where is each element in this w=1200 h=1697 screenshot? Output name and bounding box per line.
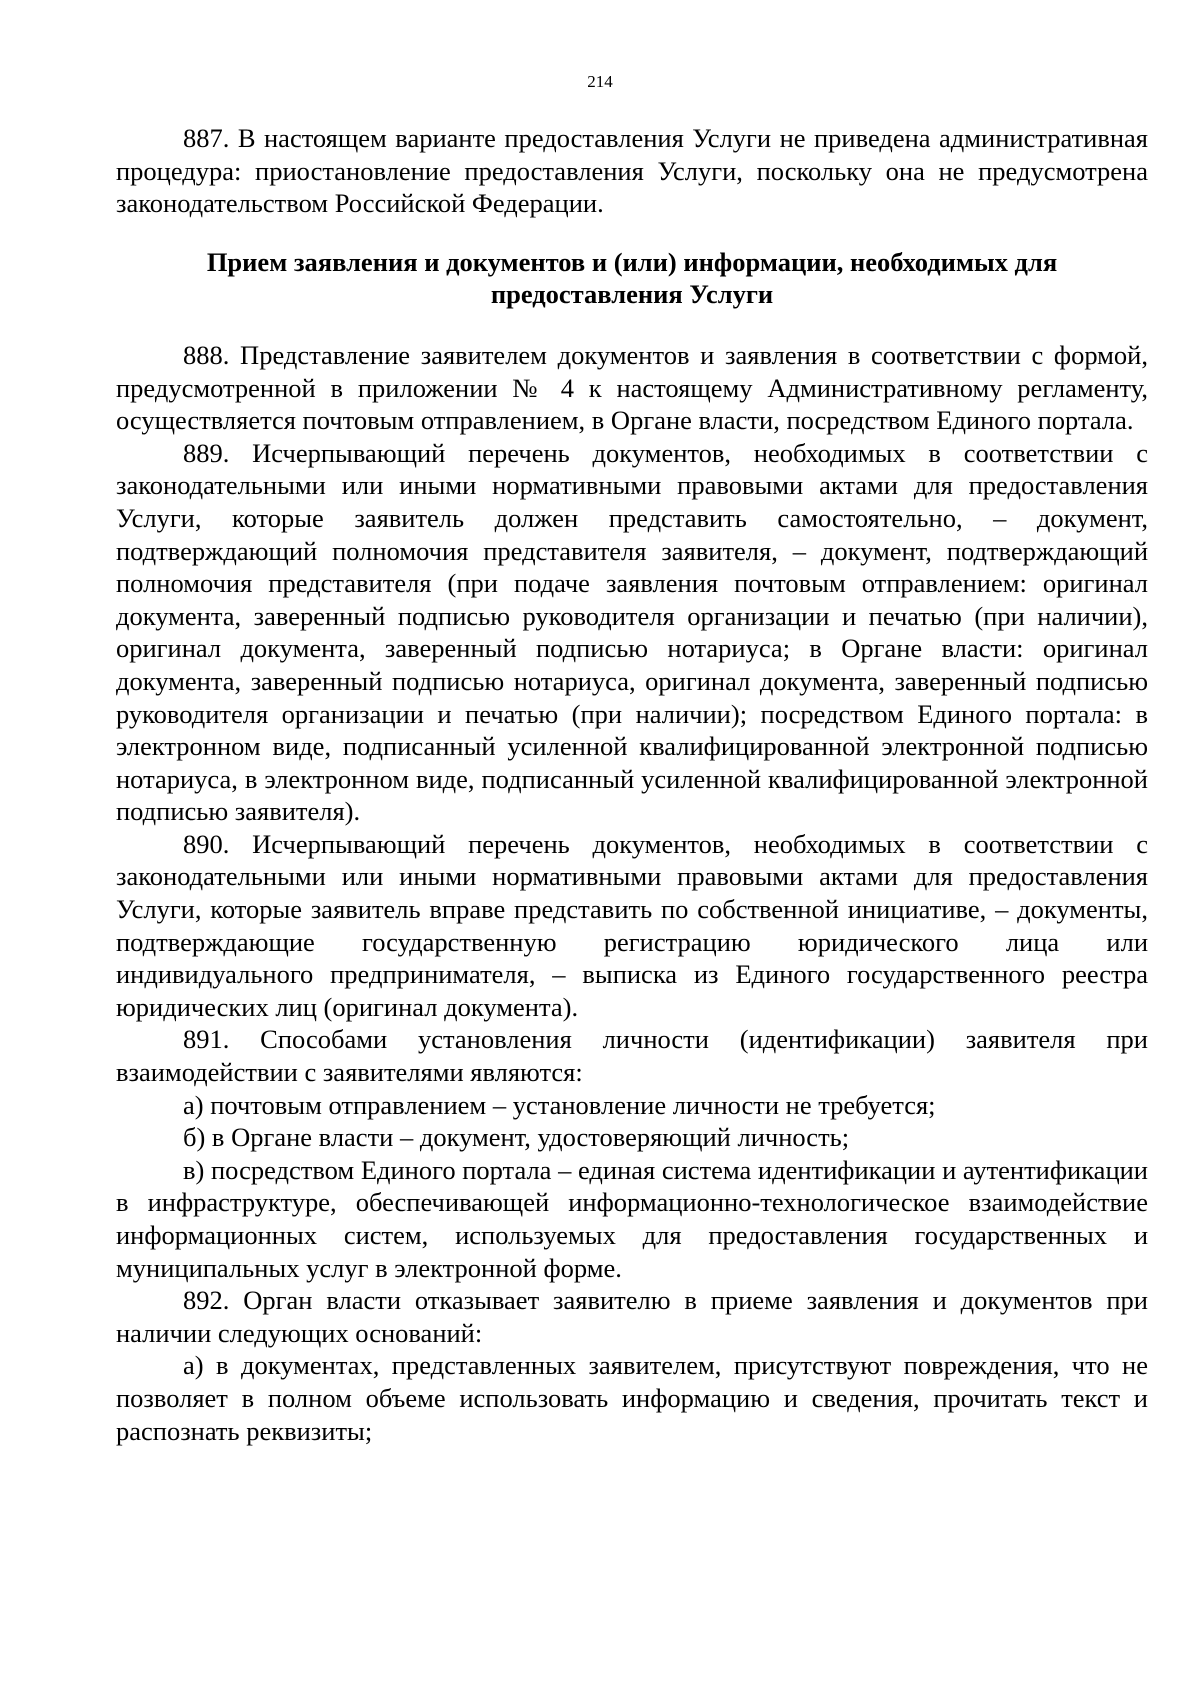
paragraph-892: 892. Орган власти отказывает заявителю в приеме заявления и документов при наличии следующих оснований:	[116, 1285, 1148, 1348]
page-number: 214	[587, 72, 613, 91]
paragraph-888: 888. Представление заявителем документов и заявления в соответствии с формой, предусмотренной в приложении № 4 к настоящему Административному регламенту, осуществляется почтовым отправлением, в Органе власти, посредством Единого портала.	[116, 339, 1148, 436]
paragraph-887: 887. В настоящем варианте предоставления Услуги не приведена административная процедура: приостановление предоставления Услуги, поскольку она не предусмотрена законодательством Российской Федерации.	[116, 123, 1148, 219]
section-heading: Прием заявления и документов и (или) информации, необходимых для предоставления Услуги	[206, 246, 1058, 310]
list-item-891-v: в) посредством Единого портала – единая система идентификации и аутентификации в инфраструктуре, обеспечивающей информационно-технологическое взаимодействие информационных систем, используемых для предоставления государственных и муниципальных услуг в электронной форме.	[116, 1154, 1148, 1283]
list-item-891-b: б) в Органе власти – документ, удостоверяющий личность;	[183, 1122, 850, 1153]
list-item-892-a: а) в документах, представленных заявителем, присутствуют повреждения, что не позволяет в полном объеме использовать информацию и сведения, прочитать текст и распознать реквизиты;	[116, 1350, 1148, 1446]
document-body	[116, 122, 1148, 1447]
paragraph-890: 890. Исчерпывающий перечень документов, необходимых в соответствии с законодательными или иными нормативными правовыми актами для предоставления Услуги, которые заявитель вправе представить по собственной инициативе, – документы, подтверждающие государственную регистрацию юридического лица или индивидуального предпринимателя, – выписка из Единого государственного реестра юридических лиц (оригинал документа).	[116, 828, 1148, 1022]
paragraph-891: 891. Способами установления личности (идентификации) заявителя при взаимодействии с заявителями являются:	[116, 1024, 1148, 1088]
list-item-891-a: а) почтовым отправлением – установление личности не требуется;	[183, 1089, 936, 1120]
paragraph-889: 889. Исчерпывающий перечень документов, необходимых в соответствии с законодательными или иными нормативными правовыми актами для предоставления Услуги, которые заявитель должен представить самостоятельно, – документ, подтверждающий полномочия представителя заявителя, – документ, подтверждающий полномочия представителя (при подаче заявления почтовым отправлением: оригинал документа, заверенный подписью руководителя организации и печатью (при наличии), оригинал документа, заверенный подписью нотариуса; в Органе власти: оригинал документа, заверенный подписью нотариуса, оригинал документа, заверенный подписью руководителя организации и печатью (при наличии); посредством Единого портала: в электронном виде, подписанный усиленной квалифицированной электронной подписью нотариуса, в электронном виде, подписанный усиленной квалифицированной электронной подписью заявителя).	[116, 437, 1148, 827]
